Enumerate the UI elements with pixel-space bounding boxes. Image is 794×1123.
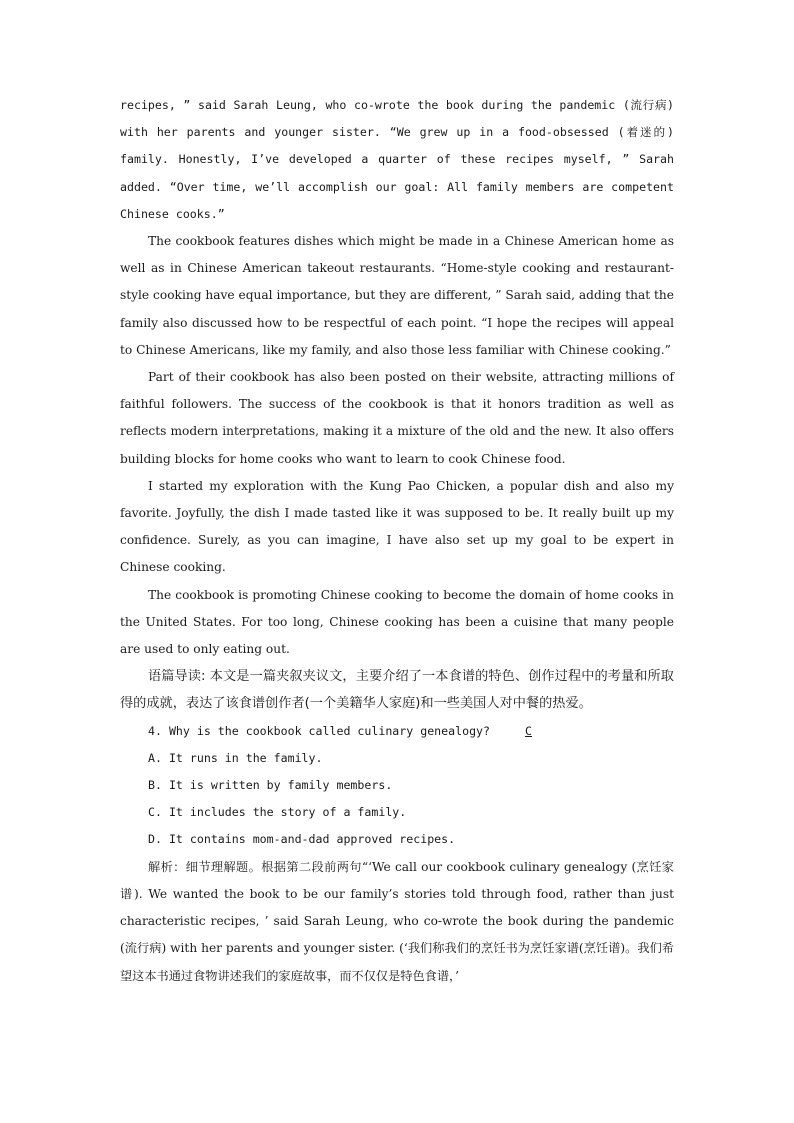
- option-a: A. It runs in the family.: [148, 750, 323, 765]
- question-text: 4. Why is the cookbook called culinary genealogy?: [148, 723, 491, 738]
- passage-paragraph-5: The cookbook is promoting Chinese cooking to become the domain of home cooks in the United States. For too long, Chinese cooking has been a cuisine that many people are used to only eating out.: [120, 587, 674, 657]
- option-b: B. It is written by family members.: [148, 778, 393, 793]
- option-c: C. It includes the story of a family.: [148, 805, 407, 820]
- document-page: [120, 92, 674, 990]
- answer-blank: C: [525, 723, 532, 738]
- analysis-text: 解析：细节理解题。根据第二段前两句“‘We call our cookbook culinary genealogy (烹饪家谱). We wanted the book to be our family’s stories told through food, rather than just characteristic recipes, ’ said Sarah Leung, who co-wrote the book during the pandemic (流行病) with her parents and younger sister. (‘我们称我们的烹饪书为烹饪家谱(烹饪谱)。我们希望这本书通过食物讲述我们的家庭故事，而不仅仅是特色食谱，’: [120, 859, 674, 983]
- passage-paragraph-3: Part of their cookbook has also been posted on their website, attracting millions of faithful followers. The success of the cookbook is that it honors tradition as well as reflects modern interpretations, making it a mixture of the old and the new. It also offers building blocks for home cooks who want to learn to cook Chinese food.: [120, 370, 674, 466]
- passage-paragraph-1: recipes, ” said Sarah Leung, who co-wrote the book during the pandemic (流行病) with her parents and younger sister. “We grew up in a food-obsessed (着迷的) family. Honestly, I’ve developed a quarter of these recipes myself, ” Sarah added. “Over time, we’ll accomplish our goal: All family members are competent Chinese cooks.”: [120, 98, 674, 221]
- reading-guide: 语篇导读: 本文是一篇夹叙夹议文，主要介绍了一本食谱的特色、创作过程中的考量和所取得的成就，表达了该食谱创作者(一个美籍华人家庭)和一些美国人对中餐的热爱。: [120, 669, 674, 712]
- passage-paragraph-4: I started my exploration with the Kung Pao Chicken, a popular dish and also my favorite. Joyfully, the dish I made tasted like it was supposed to be. It really built up my confidence. Surely, as you can imagine, I have also set up my goal to be expert in Chinese cooking.: [120, 478, 674, 575]
- option-d: D. It contains mom-and-dad approved recipes.: [148, 832, 456, 847]
- question-stem: [120, 718, 674, 745]
- passage-paragraph-2: The cookbook features dishes which might be made in a Chinese American home as well as in Chinese American takeout restaurants. “Home-style cooking and restaurant-style cooking have equal importance, but they are different, ” Sarah said, adding that the family also discussed how to be respectful of each point. “I hope the recipes will appeal to Chinese Americans, like my family, and also those less familiar with Chinese cooking.”: [120, 234, 674, 357]
